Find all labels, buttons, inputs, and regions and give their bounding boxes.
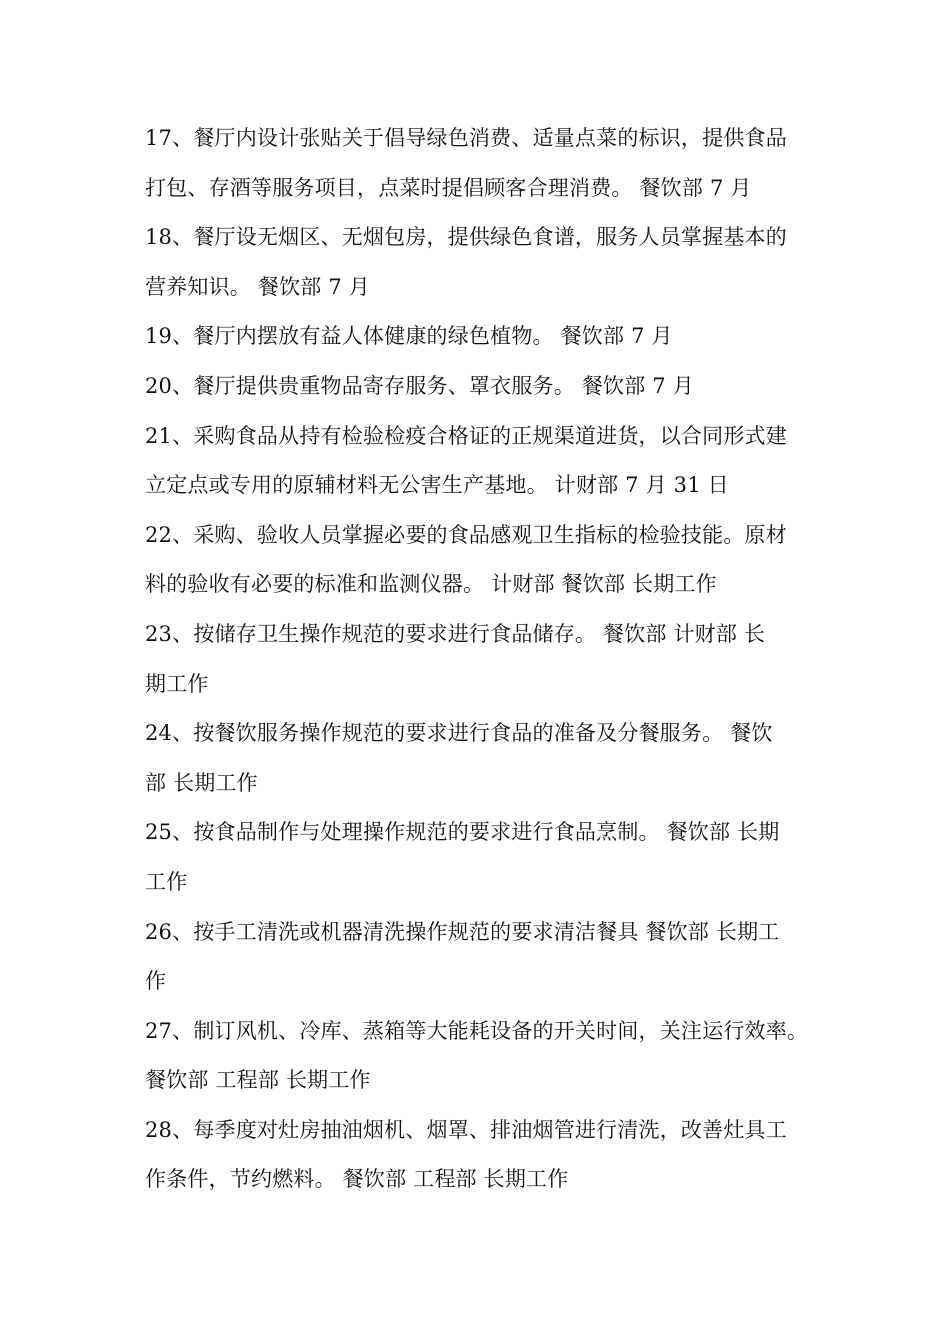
text-line: 餐饮部 工程部 长期工作: [145, 1068, 371, 1093]
text-line: 26、按手工清洗或机器清洗操作规范的要求清洁餐具 餐饮部 长期工: [145, 919, 780, 944]
text-line: 营养知识。 餐饮部 7 月: [145, 274, 370, 299]
text-line: 18、餐厅设无烟区、无烟包房，提供绿色食谱，服务人员掌握基本的: [145, 225, 787, 250]
text-line: 作条件，节约燃料。 餐饮部 工程部 长期工作: [145, 1167, 569, 1192]
document-page: [145, 114, 810, 1205]
text-line: 22、采购、验收人员掌握必要的食品感观卫生指标的检验技能。原材: [145, 522, 787, 547]
text-line: 19、餐厅内摆放有益人体健康的绿色植物。 餐饮部 7 月: [145, 324, 673, 349]
text-line: 部 长期工作: [145, 770, 258, 795]
text-line: 21、采购食品从持有检验检疫合格证的正规渠道进货，以合同形式建: [145, 423, 787, 448]
text-line: 25、按食品制作与处理操作规范的要求进行食品烹制。 餐饮部 长期: [145, 820, 780, 845]
text-line: 23、按储存卫生操作规范的要求进行食品储存。 餐饮部 计财部 长: [145, 621, 766, 646]
text-line: 20、餐厅提供贵重物品寄存服务、罩衣服务。 餐饮部 7 月: [145, 373, 694, 398]
text-line: 17、餐厅内设计张贴关于倡导绿色消费、适量点菜的标识，提供食品: [145, 126, 787, 150]
text-line: 24、按餐饮服务操作规范的要求进行食品的准备及分餐服务。 餐饮: [145, 721, 773, 746]
text-line: 料的验收有必要的标准和监测仪器。 计财部 餐饮部 长期工作: [145, 572, 717, 597]
text-line: 立定点或专用的原辅材料无公害生产基地。 计财部 7 月 31 日: [145, 473, 729, 498]
text-line: 作: [145, 969, 167, 994]
text-line: 期工作: [145, 671, 209, 696]
text-line: 28、每季度对灶房抽油烟机、烟罩、排油烟管进行清洗，改善灶具工: [145, 1117, 787, 1142]
text-line: 工作: [145, 869, 188, 894]
text-line: 27、制订风机、冷库、蒸箱等大能耗设备的开关时间，关注运行效率。: [145, 1018, 809, 1043]
text-line: 打包、存酒等服务项目，点菜时提倡顾客合理消费。 餐饮部 7 月: [145, 175, 752, 200]
